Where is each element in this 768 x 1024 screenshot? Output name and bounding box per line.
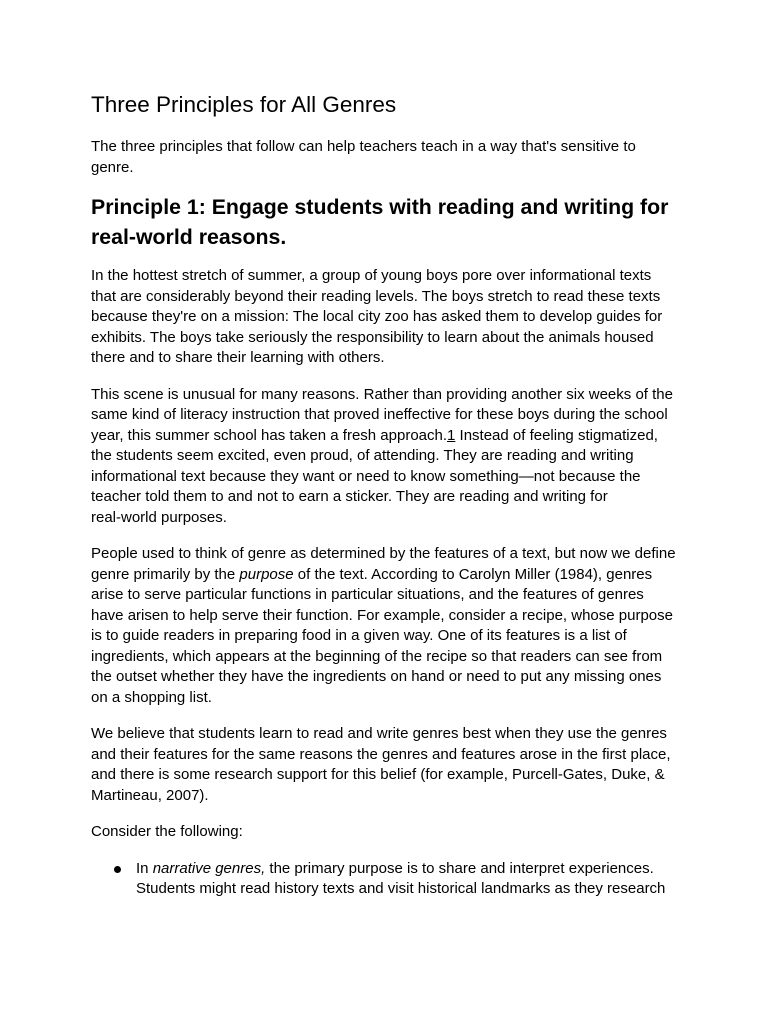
footnote-link[interactable]: 1: [447, 426, 456, 444]
text-line: Students might read history texts and visit historical landmarks as they research: [136, 880, 666, 897]
text-line: and there is some research support for this belief (for example, Purcell-Gates, Duke, &: [91, 766, 665, 783]
text-line: the outset whether they have the ingredients on hand or need to put any missing ones: [91, 668, 662, 685]
text-line: ingredients, which appears at the beginning of the recipe so that readers can see from: [91, 647, 663, 665]
list-item: [91, 859, 701, 900]
text-line: real-world purposes.: [91, 508, 227, 526]
text-segment: the primary purpose is to share and interpret experiences.: [265, 859, 654, 877]
text-line: exhibits. The boys take seriously the responsibility to learn about the animals housed: [91, 328, 654, 346]
text-line: The three principles that follow can help teachers teach in a way that's sensitive to: [91, 138, 636, 155]
text-line: that are considerably beyond their reading levels. The boys stretch to read these texts: [91, 287, 661, 305]
paragraph-2: [91, 385, 701, 529]
paragraph-3: [91, 544, 701, 708]
text-line: on a shopping list.: [91, 688, 212, 706]
text-line: have arisen to help serve their function. For example, consider a recipe, whose purpose: [91, 606, 673, 624]
text-line: This scene is unusual for many reasons. Rather than providing another six weeks of the: [91, 385, 673, 403]
text-line: informational text because they want or need to know something—not because the: [91, 467, 641, 485]
intro-paragraph: [91, 137, 701, 178]
text-line: Consider the following:: [91, 823, 243, 840]
principle-1-heading: [91, 192, 701, 252]
text-line: We believe that students learn to read and write genres best when they use the genres: [91, 725, 667, 742]
text-segment: In: [136, 859, 153, 877]
text-line: the students seem excited, even proud, of attending. They are reading and writing: [91, 447, 634, 464]
text-line: genre.: [91, 158, 134, 176]
text-line: Martineau, 2007).: [91, 786, 209, 804]
text-line: [91, 426, 701, 447]
text-segment: Instead of feeling stigmatized,: [455, 426, 658, 444]
text-line: [91, 565, 701, 586]
document-title: Three Principles for All Genres: [91, 92, 397, 117]
paragraph-5: [91, 822, 701, 843]
text-line: there and to share their learning with others.: [91, 349, 385, 366]
text-line: and their features for the same reasons the genres and features arose in the first place,: [91, 745, 671, 763]
heading-line: Principle 1: Engage students with reading and writing for: [91, 195, 669, 219]
text-line: because they're on a mission: The local city zoo has asked them to develop guides for: [91, 308, 663, 325]
text-line: arise to serve particular functions in particular situations, and the features of genres: [91, 586, 644, 603]
text-segment: of the text. According to Carolyn Miller (1984), genres: [293, 565, 653, 583]
bullet-list: [91, 859, 701, 900]
text-line: In the hottest stretch of summer, a group of young boys pore over informational texts: [91, 267, 652, 284]
text-line: [136, 859, 701, 880]
bullet-icon: [114, 866, 121, 873]
emphasized-text: narrative genres,: [152, 859, 266, 877]
heading-line: real-world reasons.: [91, 225, 287, 249]
text-segment: genre primarily by the: [91, 565, 240, 583]
text-line: is to guide readers in preparing food in a given way. One of its features is a list of: [91, 627, 627, 644]
text-line: People used to think of genre as determined by the features of a text, but now we define: [91, 545, 676, 562]
paragraph-4: [91, 724, 701, 806]
document-body: [91, 91, 701, 900]
emphasized-text: purpose: [239, 565, 294, 583]
text-segment: year, this summer school has taken a fresh approach.: [91, 426, 448, 444]
text-line: teacher told them to and not to earn a sticker. They are reading and writing for: [91, 488, 608, 505]
text-line: same kind of literacy instruction that proved ineffective for these boys during the school: [91, 406, 668, 423]
paragraph-1: [91, 266, 701, 369]
